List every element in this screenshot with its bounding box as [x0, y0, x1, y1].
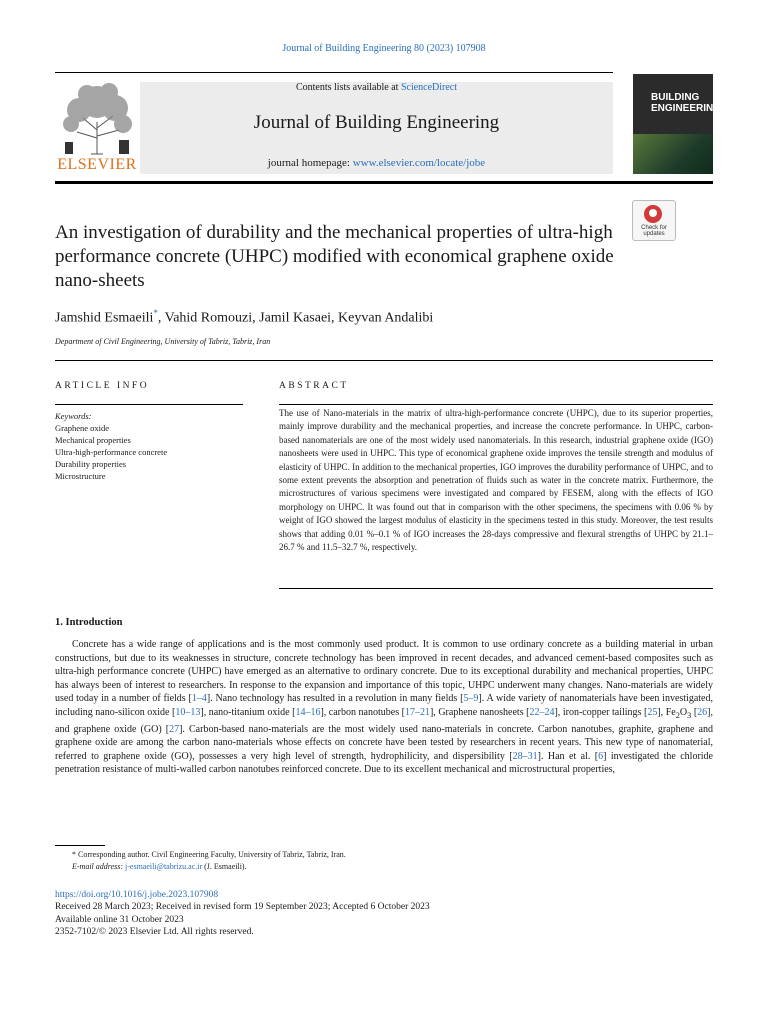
divider	[55, 404, 243, 405]
contents-prefix: Contents lists available at	[295, 82, 401, 93]
article-info-heading: ARTICLE INFO	[55, 381, 150, 391]
footnote-text: Corresponding author. Civil Engineering Faculty, University of Tabriz, Tabriz, Iran.	[76, 850, 346, 859]
check-updates-icon	[644, 205, 662, 223]
tree-logo-icon	[55, 82, 139, 156]
citation-link[interactable]: 26	[697, 706, 708, 718]
received-dates: Received 28 March 2023; Received in revised form 19 September 2023; Accepted 6 October 2023	[55, 902, 430, 913]
homepage-prefix: journal homepage:	[267, 157, 353, 169]
homepage-link[interactable]: www.elsevier.com/locate/jobe	[352, 157, 486, 169]
cover-title-line-2: ENGINEERING	[651, 103, 722, 114]
citation-link[interactable]: 6	[598, 750, 604, 762]
contents-line	[140, 82, 613, 93]
citation-link[interactable]: 28–31	[512, 750, 538, 762]
citation-link[interactable]: 27	[169, 723, 180, 735]
citation-link[interactable]: 17–21	[404, 706, 430, 718]
publisher-wordmark: ELSEVIER	[57, 156, 137, 173]
email-label: E-mail address:	[72, 862, 124, 871]
citation-link[interactable]: 25	[647, 706, 658, 718]
intro-text: ], iron-copper tailings [	[554, 706, 648, 718]
keyword-item: Microstructure	[55, 471, 106, 481]
intro-text: O	[679, 706, 688, 718]
doi-link[interactable]: https://doi.org/10.1016/j.jobe.2023.107908	[55, 890, 219, 900]
keywords-list	[55, 410, 167, 482]
intro-text: ]. Carbon-based nano-materials are the most widely used nano-materials in concrete. Carbon nanotubes, graphite, graphene and graphene oxide are among the carbon nano-materials whose effects on concrete have been tested by researchers in recent years. This new type of nanomaterial, referred to graphene oxide (GO), possesses a very high level of strength, hydrophilicity, and dispersibility [	[55, 723, 713, 762]
intro-text: ], carbon nanotubes [	[320, 706, 405, 718]
badge-label-1: Check for	[641, 225, 667, 231]
journal-cover-image	[633, 74, 722, 174]
section-heading-introduction: 1. Introduction	[55, 617, 123, 628]
badge-label-2: updates	[643, 231, 665, 237]
abstract-text: The use of Nano-materials in the matrix of ultra-high-performance concrete (UHPC), due to its superior properties, mainly improve durability and the mechanical properties, and increase the concrete performance. In UHPC, carbon-based nanomaterials are one of the most widely used nanomaterials. In this research, industrial graphene oxide (IGO) nanosheets were used in UHPC. This type of economical graphene oxide improves the tensile strength and modulus of elasticity of UHPC. In addition to the mechanical properties, IGO improves the durability performance of UHPC, and to some extent prevents the absorption and penetration of fluids such as water in the concrete matrix. Furthermore, the microstructures of various specimens were investigated and compared by FESEM, along with the effects of IGO morphology on UHPC. It was found out that in comparison with the other specimens, the specimens with 0.06 % by weight of IGO showed the largest modulus of elasticity in the specimens tested in this study. Moreover, the test results shows that adding 0.01 %–0.1 % of IGO increases the 28-days compressive and flexural strengths of UHPC by 21.1–26.7 % and 11.5–32.7 %, respectively.	[279, 408, 713, 553]
publication-info	[55, 889, 430, 938]
email-footnote	[72, 862, 247, 871]
keyword-item: Graphene oxide	[55, 423, 110, 433]
header-rule	[55, 72, 613, 73]
keywords-heading: Keywords:	[55, 411, 92, 421]
cover-title-line-1: BUILDING	[651, 92, 700, 103]
email-suffix: (J. Esmaeili).	[202, 862, 247, 871]
check-updates-label	[633, 225, 675, 237]
divider	[55, 360, 713, 361]
journal-reference-link[interactable]: Journal of Building Engineering 80 (2023) 107908	[282, 43, 486, 54]
copyright: 2352-7102/© 2023 Elsevier Ltd. All rights reserved.	[55, 926, 254, 937]
author-1[interactable]: Jamshid Esmaeili	[55, 310, 154, 326]
intro-text: ]. Han et al. [	[537, 750, 599, 762]
divider	[279, 588, 713, 589]
journal-title: Journal of Building Engineering	[253, 112, 500, 133]
citation-link[interactable]: 5–9	[463, 693, 479, 705]
citation-link[interactable]: 10–13	[175, 706, 201, 718]
corresponding-author-footnote	[72, 850, 346, 859]
intro-text: ], Fe	[657, 706, 676, 718]
citation-link[interactable]: 1–4	[191, 693, 207, 705]
cover-title	[651, 92, 721, 114]
intro-text: [	[691, 706, 698, 718]
intro-text: ], Graphene nanosheets [	[429, 706, 530, 718]
intro-text: ]. Nano technology has resulted in a revolution in many fields [	[206, 693, 464, 705]
check-for-updates-button[interactable]	[632, 200, 676, 241]
intro-text: ], and graphene oxide (GO) [	[55, 706, 713, 735]
keyword-item: Durability properties	[55, 459, 127, 469]
author-list	[55, 308, 433, 327]
introduction-paragraph	[55, 638, 713, 777]
intro-text: Concrete has a wide range of applications and is the most commonly used product. It is common to use ordinary concrete as a building material in urban constructions, but due to its weaknesses in structure, concrete technology has been improved in recent decades, and advanced cement-based composites such as ultra-high performance concrete (UHPC) have emerged as an alternative to ordinary concrete. Due to its exceptional durability and mechanical properties, UHPC has always been of interest to researchers. In response to the expansion and importance of this topic, UHPC underwent many changes. Nano-materials are widely used today in a number of fields [	[55, 639, 713, 705]
citation-link[interactable]: 14–16	[295, 706, 321, 718]
subscript: 2	[675, 710, 680, 720]
other-authors: , Vahid Romouzi, Jamil Kasaei, Keyvan Andalibi	[157, 310, 434, 326]
footnote-rule	[55, 845, 105, 846]
journal-header-band	[140, 82, 613, 174]
homepage-line	[140, 157, 613, 169]
header-thick-rule	[55, 181, 713, 184]
online-date: Available online 31 October 2023	[55, 914, 184, 925]
email-link[interactable]: j-esmaeili@tabrizu.ac.ir	[125, 862, 203, 871]
intro-text: ] investigated the chloride penetration resistance of multi-walled carbon nanotubes reinforced concrete. Due to its excellent mechanical and microstructural properties,	[55, 750, 713, 776]
footnote-mark: *	[72, 850, 76, 859]
subscript: 3	[687, 710, 692, 720]
abstract-heading: ABSTRACT	[279, 381, 349, 391]
cover-graphic	[633, 134, 713, 174]
elsevier-logo	[55, 82, 137, 172]
intro-text: ], nano-titanium oxide [	[200, 706, 296, 718]
affiliation: Department of Civil Engineering, University of Tabriz, Tabriz, Iran	[55, 337, 271, 346]
keyword-item: Mechanical properties	[55, 435, 131, 445]
divider	[279, 404, 713, 405]
keyword-item: Ultra-high-performance concrete	[55, 447, 168, 457]
article-title: An investigation of durability and the mechanical properties of ultra-high performance concrete (UHPC) modified with economical graphene oxide nano-sheets	[55, 222, 614, 291]
sciencedirect-link[interactable]: ScienceDirect	[400, 82, 458, 93]
citation-link[interactable]: 22–24	[529, 706, 555, 718]
intro-text: ]. A wide variety of nanomaterials have been investigated, including nano-silicon oxide [	[55, 693, 713, 718]
corresponding-author-mark[interactable]: *	[153, 308, 158, 318]
